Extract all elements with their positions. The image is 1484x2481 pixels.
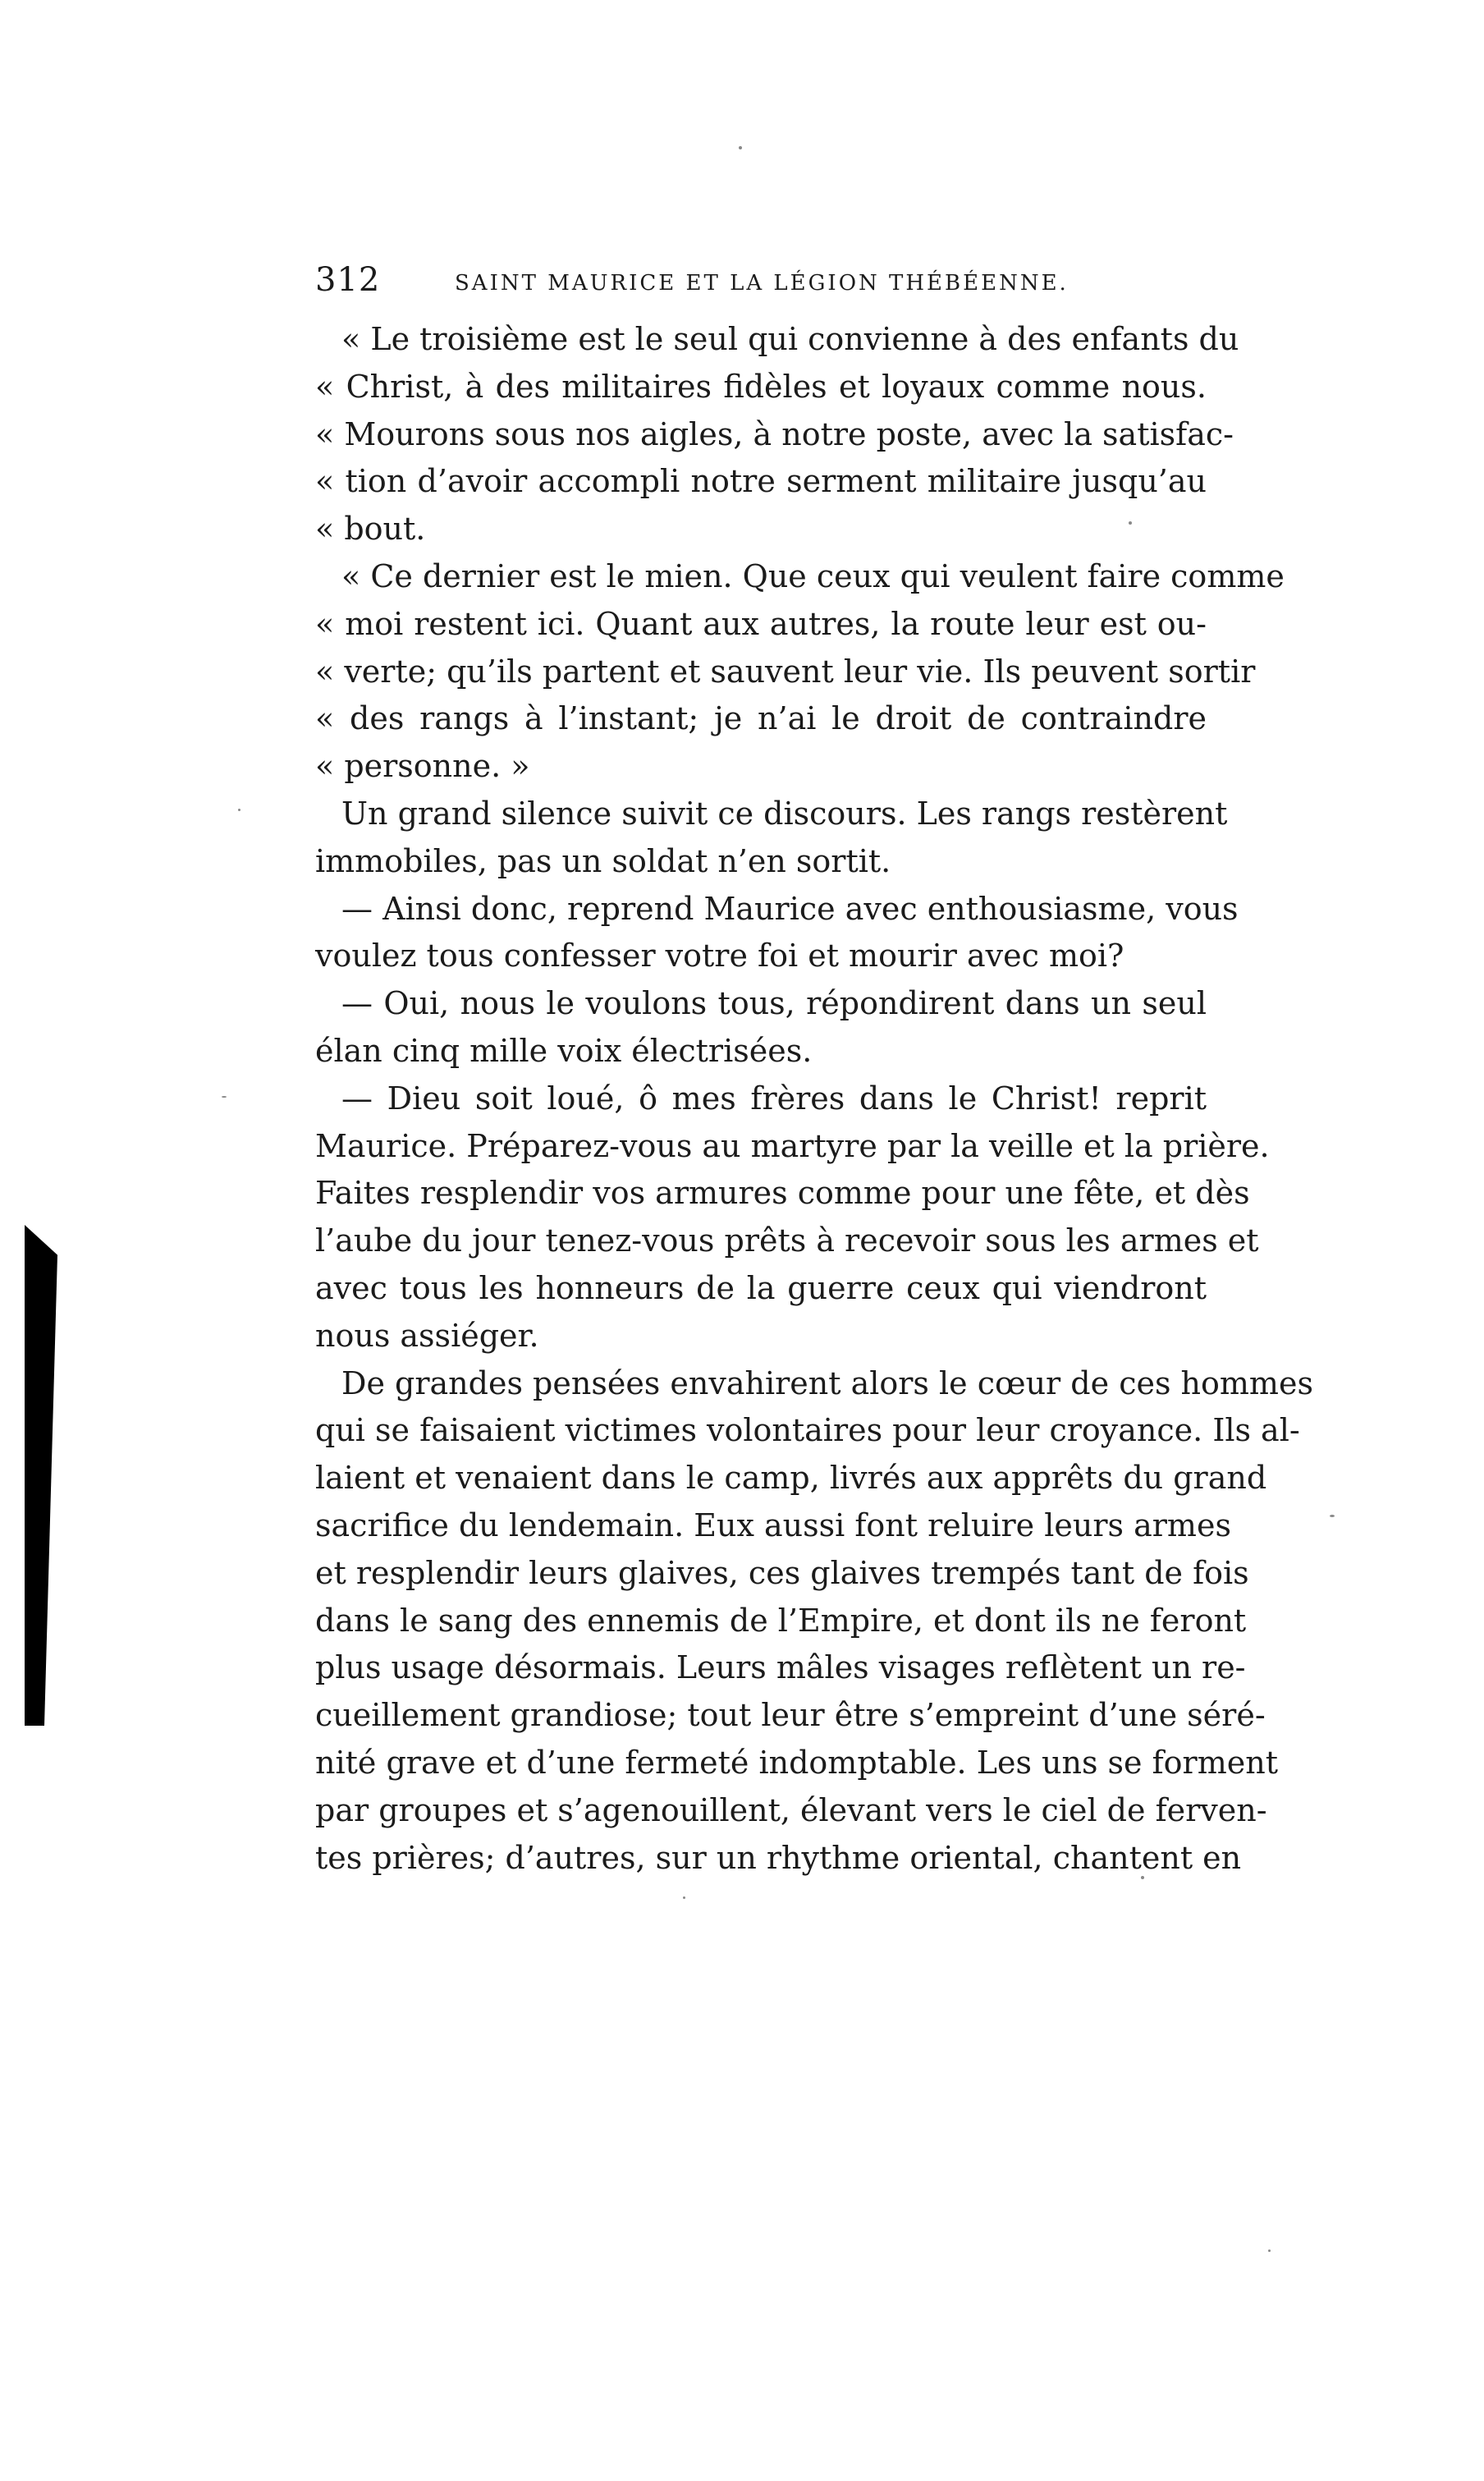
scan-speck [1129, 521, 1132, 525]
text-line: Un grand silence suivit ce discours. Les rangs restèrent [341, 795, 1228, 832]
scan-speck [683, 1896, 685, 1899]
text-line: Faites resplendir vos armures comme pour une fête, et dès [315, 1175, 1250, 1212]
text-line: l’aube du jour tenez-vous prêts à recevoir sous les armes et [315, 1222, 1259, 1259]
text-line: plus usage désormais. Leurs mâles visages reflètent un re- [315, 1649, 1246, 1686]
page-header [315, 261, 1210, 307]
text-line: immobiles, pas un soldat n’en sortit. [315, 842, 891, 879]
text-line: cueillement grandiose; tout leur être s’empreint d’une séré- [315, 1697, 1266, 1734]
text-line: dans le sang des ennemis de l’Empire, et dont ils ne feront [315, 1602, 1247, 1639]
scan-speck [238, 809, 240, 811]
body-text [315, 316, 1313, 1882]
text-line: « Ce dernier est le mien. Que ceux qui veulent faire comme [341, 557, 1285, 594]
text-line: « moi restent ici. Quant aux autres, la route leur est ou- [315, 605, 1207, 642]
text-line: « verte; qu’ils partent et sauvent leur vie. Ils peuvent sortir [315, 653, 1256, 690]
text-line: Maurice. Préparez-vous au martyre par la veille et la prière. [315, 1127, 1270, 1164]
scan-speck [1330, 1515, 1335, 1517]
text-line: et resplendir leurs glaives, ces glaives trempés tant de fois [315, 1554, 1249, 1591]
text-line: — Dieu soit loué, ô mes frères dans le Christ! reprit [341, 1080, 1207, 1117]
scan-speck [1268, 2249, 1271, 2252]
text-line: nous assiéger. [315, 1317, 539, 1354]
text-line: nité grave et d’une fermeté indomptable. Les uns se forment [315, 1744, 1278, 1781]
text-line: De grandes pensées envahirent alors le cœur de ces hommes [341, 1364, 1313, 1401]
text-line: par groupes et s’agenouillent, élevant vers le ciel de ferven- [315, 1791, 1267, 1828]
text-line: « Le troisième est le seul qui convienne à des enfants du [341, 321, 1239, 357]
text-line: avec tous les honneurs de la guerre ceux qui viendront [315, 1269, 1207, 1306]
text-line: qui se faisaient victimes volontaires pour leur croyance. Ils al- [315, 1412, 1300, 1449]
text-line: « Mourons sous nos aigles, à notre poste, avec la satisfac- [315, 415, 1234, 452]
page-number: 312 [315, 261, 381, 299]
scan-speck [222, 1096, 227, 1098]
scan-speck [1141, 1876, 1144, 1879]
text-line: tes prières; d’autres, sur un rhythme oriental, chantent en [315, 1839, 1242, 1876]
text-line: — Oui, nous le voulons tous, répondirent dans un seul [341, 985, 1207, 1022]
scan-speck [739, 146, 742, 149]
text-line: sacrifice du lendemain. Eux aussi font reluire leurs armes [315, 1506, 1231, 1543]
text-line: « personne. » [315, 748, 530, 785]
text-line: « bout. [315, 511, 426, 548]
scan-margin-shadow [25, 1225, 57, 1726]
text-line: « tion d’avoir accompli notre serment militaire jusqu’au [315, 463, 1207, 500]
text-line: laient et venaient dans le camp, livrés aux apprêts du grand [315, 1460, 1267, 1497]
text-line: élan cinq mille voix électrisées. [315, 1032, 813, 1069]
text-line: — Ainsi donc, reprend Maurice avec enthousiasme, vous [341, 890, 1239, 927]
text-line: voulez tous confesser votre foi et mourir avec moi? [315, 938, 1124, 975]
text-line: « des rangs à l’instant; je n’ai le droit de contraindre [315, 700, 1207, 737]
text-line: « Christ, à des militaires fidèles et loyaux comme nous. [315, 368, 1207, 405]
running-title: SAINT MAURICE ET LA LÉGION THÉBÉENNE. [455, 271, 1069, 296]
